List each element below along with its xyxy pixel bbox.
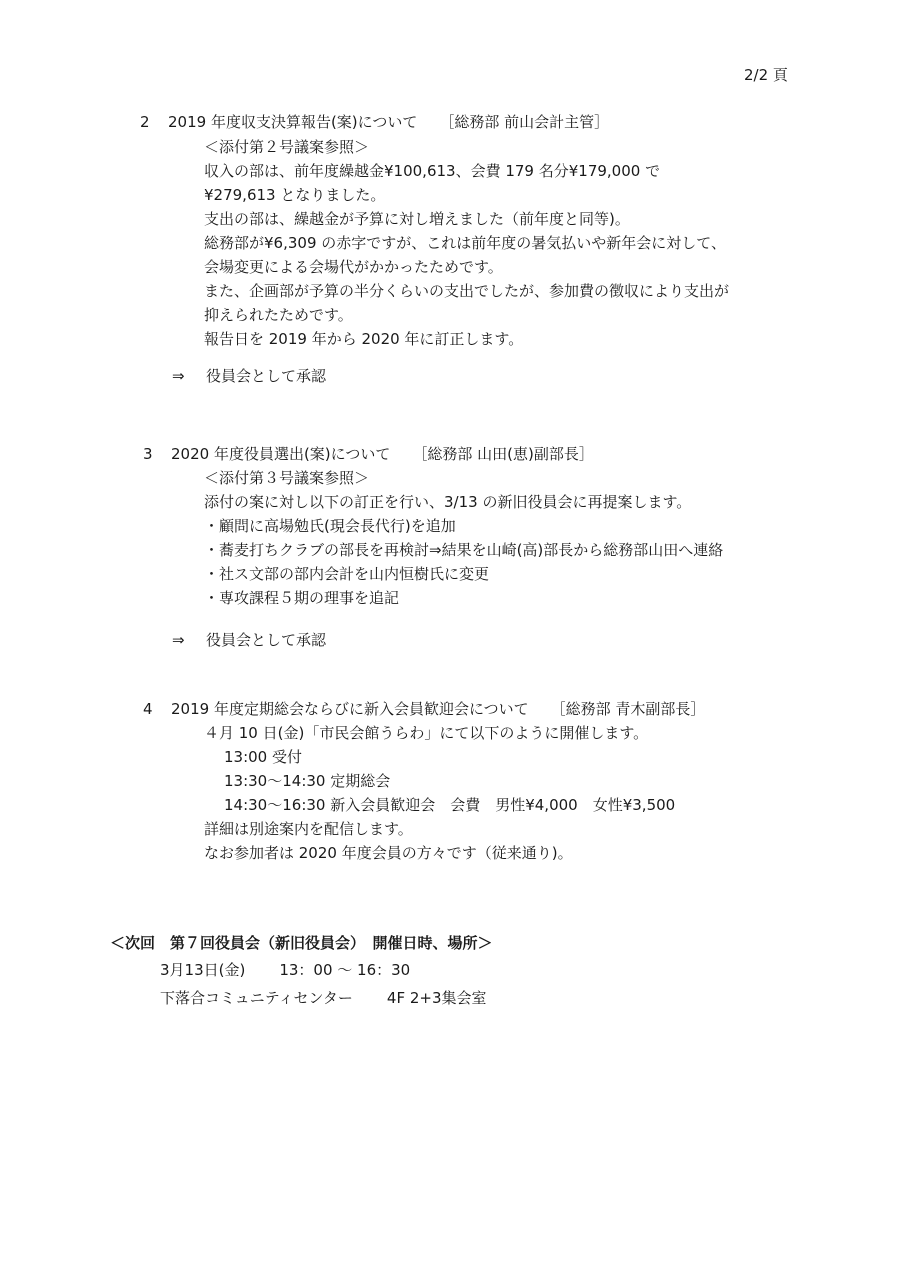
section-title: 2019 年度定期総会ならびに新入会員歓迎会について	[171, 700, 529, 718]
next-meeting-place: 下落合コミュニティセンター	[160, 989, 353, 1007]
next-meeting-location	[160, 986, 487, 1010]
next-meeting-title: ＜次回 第７回役員会（新旧役員会） 開催日時、場所＞	[110, 934, 493, 952]
section-4-heading	[143, 697, 705, 721]
body-line: 添付の案に対し以下の訂正を行い、3/13 の新旧役員会に再提案します。	[204, 493, 692, 511]
page-number: 2/2 頁	[744, 66, 788, 84]
arrow-icon: ⇒	[172, 631, 185, 649]
reference-note: ＜添付第２号議案参照＞	[204, 138, 370, 156]
section-number: 4	[143, 700, 153, 718]
bullet-item: ・専攻課程５期の理事を追記	[204, 589, 400, 607]
body-line: 会場変更による会場代がかかったためです。	[204, 258, 503, 276]
bullet-item: ・蕎麦打ちクラブの部長を再検討⇒結果を山崎(高)部長から総務部山田へ連絡	[204, 541, 724, 559]
section-4-body	[204, 721, 804, 865]
section-number: 3	[143, 445, 153, 463]
body-line: 抑えられたためです。	[204, 306, 353, 324]
section-2-heading	[140, 110, 609, 134]
body-line: ４月 10 日(金)「市民会館うらわ」にて以下のように開催します。	[204, 724, 649, 742]
body-line: 収入の部は、前年度繰越金¥100,613、会費 179 名分¥179,000 で	[204, 162, 661, 180]
body-line: ¥279,613 となりました。	[204, 186, 386, 204]
reference-note: ＜添付第３号議案参照＞	[204, 469, 370, 487]
body-line: 支出の部は、繰越金が予算に対し増えました（前年度と同等)。	[204, 210, 630, 228]
next-meeting-room: 4F 2+3集会室	[386, 989, 487, 1007]
bullet-item: ・社ス文部の部内会計を山内恒樹氏に変更	[204, 565, 490, 583]
section-department: ［総務部 前山会計主管］	[439, 113, 610, 131]
schedule-item: 13:00 受付	[224, 748, 302, 766]
bullet-item: ・顧問に高場勉氏(現会長代行)を追加	[204, 517, 456, 535]
section-number: 2	[140, 113, 150, 131]
approval-text: 役員会として承認	[206, 631, 327, 649]
body-line: 総務部が¥6,309 の赤字ですが、これは前年度の暑気払いや新年会に対して、	[204, 234, 726, 252]
body-line: また、企画部が予算の半分くらいの支出でしたが、参加費の徴収により支出が	[204, 282, 730, 300]
body-line: なお参加者は 2020 年度会員の方々です（従来通り)。	[204, 844, 573, 862]
body-line: 報告日を 2019 年から 2020 年に訂正します。	[204, 330, 524, 348]
section-3-body	[204, 466, 804, 610]
approval-text: 役員会として承認	[206, 367, 327, 385]
next-meeting-date: 3月13日(金)	[160, 961, 246, 979]
next-meeting-time: 13：00 ～ 16：30	[279, 961, 411, 979]
section-2-approval	[172, 364, 326, 388]
schedule-item: 13:30～14:30 定期総会	[224, 772, 391, 790]
section-title: 2020 年度役員選出(案)について	[171, 445, 391, 463]
section-department: ［総務部 青木副部長］	[550, 700, 706, 718]
next-meeting-datetime	[160, 958, 410, 982]
section-title: 2019 年度収支決算報告(案)について	[168, 113, 418, 131]
schedule-item: 14:30～16:30 新入会員歓迎会 会費 男性¥4,000 女性¥3,500	[224, 796, 676, 814]
section-department: ［総務部 山田(恵)副部長］	[412, 445, 594, 463]
section-3-heading	[143, 442, 594, 466]
body-line: 詳細は別途案内を配信します。	[204, 820, 413, 838]
section-2-body	[204, 135, 804, 351]
arrow-icon: ⇒	[172, 367, 185, 385]
section-3-approval	[172, 628, 326, 652]
